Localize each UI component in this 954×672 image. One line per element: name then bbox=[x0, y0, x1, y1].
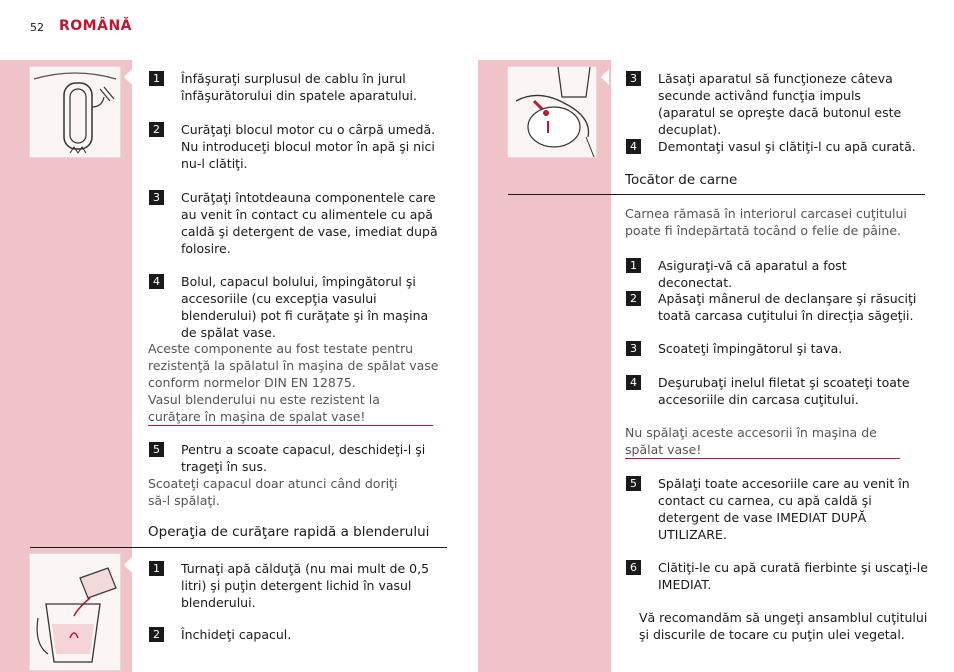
step-number: 3 bbox=[626, 341, 641, 356]
lid-note: Scoateţi capacul doar atunci când doriţi să-l spălaţi. bbox=[148, 476, 398, 508]
step-text: Turnaţi apă călduţă (nu mai mult de 0,5 litri) şi puţin detergent lichid în vasul blenderului. bbox=[181, 561, 430, 610]
step-text: Curăţaţi întotdeauna componentele care au venit în contact cu alimentele cu apă caldă şi detergent de vase, imediat după folosire. bbox=[181, 190, 438, 256]
step-number: 4 bbox=[626, 139, 641, 154]
step-number: 5 bbox=[626, 476, 641, 491]
step-number: 2 bbox=[149, 122, 164, 137]
section-rule-right bbox=[508, 194, 925, 195]
step-text: Înfăşuraţi surplusul de cablu în jurul înfăşurătorului din spatele aparatului. bbox=[181, 71, 417, 103]
accessories-warning: Nu spălaţi aceste accesorii în maşina de spălat vase! bbox=[625, 424, 900, 459]
step-text: Pentru a scoate capacul, deschideţi-l şi trageţi în sus. bbox=[181, 442, 426, 474]
right-notch bbox=[601, 69, 609, 85]
step-number: 1 bbox=[626, 258, 641, 273]
step-number: 3 bbox=[626, 71, 641, 86]
step-text: Apăsaţi mânerul de declanşare şi răsuciţi toată carcasa cuţitului în direcţia săgeţii. bbox=[658, 291, 917, 323]
step-text: Demontaţi vasul şi clătiţi-l cu apă curată. bbox=[658, 139, 916, 154]
left-notch-1 bbox=[124, 69, 132, 85]
step-number: 1 bbox=[149, 71, 164, 86]
section-rule-left bbox=[30, 547, 447, 548]
pulse-button-illustration bbox=[507, 66, 597, 158]
meat-grinder-intro: Carnea rămasă în interiorul carcasei cuţitului poate fi îndepărtată tocând o felie de pâine. bbox=[625, 206, 907, 238]
step-text: Închideţi capacul. bbox=[181, 627, 292, 642]
step-text: Spălaţi toate accesoriile care au venit în contact cu carnea, cu apă caldă şi detergent de vase IMEDIAT DUPĂ UTILIZARE. bbox=[658, 476, 910, 542]
step-number: 5 bbox=[149, 442, 164, 457]
tested-note: Aceste componente au fost testate pentru rezistenţă la spălatul în maşina de spălat vase conform normelor DIN EN 12875. bbox=[148, 341, 439, 390]
left-notch-2 bbox=[124, 557, 132, 573]
step-number: 4 bbox=[149, 274, 164, 289]
blender-pour-illustration bbox=[29, 553, 121, 671]
blender-warning: Vasul blenderului nu este rezistent la curăţare în maşina de spalat vase! bbox=[148, 391, 433, 426]
step-number: 3 bbox=[149, 190, 164, 205]
step-number: 2 bbox=[149, 627, 164, 642]
step-number: 4 bbox=[626, 375, 641, 390]
step-number: 2 bbox=[626, 291, 641, 306]
step-text: Asiguraţi-vă că aparatul a fost deconectat. bbox=[658, 258, 847, 290]
step-number: 1 bbox=[149, 561, 164, 576]
step-text: Bolul, capacul bolului, împingătorul şi accesoriile (cu excepţia vasului blenderului) pot fi curăţate şi în maşina de spălat vase. bbox=[181, 274, 429, 340]
cord-wrap-illustration bbox=[29, 66, 121, 158]
page-number: 52 bbox=[30, 21, 44, 34]
step-text: Curăţaţi blocul motor cu o cârpă umedă. Nu introduceţi blocul motor în apă şi nici nu-l clătiţi. bbox=[181, 122, 436, 171]
step-number: 6 bbox=[626, 560, 641, 575]
oil-recommendation: Vă recomandăm să ungeţi ansamblul cuţitului şi discurile de tocare cu puţin ulei vegetal. bbox=[639, 610, 928, 642]
language-title: ROMÂNĂ bbox=[59, 18, 132, 34]
section-title-meat-grinder: Tocător de carne bbox=[625, 172, 738, 188]
step-text: Scoateţi împingătorul şi tava. bbox=[658, 341, 843, 356]
step-text: Deşurubaţi inelul filetat şi scoateţi toate accesoriile din carcasa cuţitului. bbox=[658, 375, 910, 407]
section-title-quick-clean: Operaţia de curăţare rapidă a blenderului bbox=[148, 524, 430, 540]
step-text: Lăsaţi aparatul să funcţioneze câteva secunde activând funcţia impuls (aparatul se opreşte dacă butonul este decuplat). bbox=[658, 71, 902, 137]
step-text: Clătiţi-le cu apă curată fierbinte şi uscaţi-le IMEDIAT. bbox=[658, 560, 928, 592]
